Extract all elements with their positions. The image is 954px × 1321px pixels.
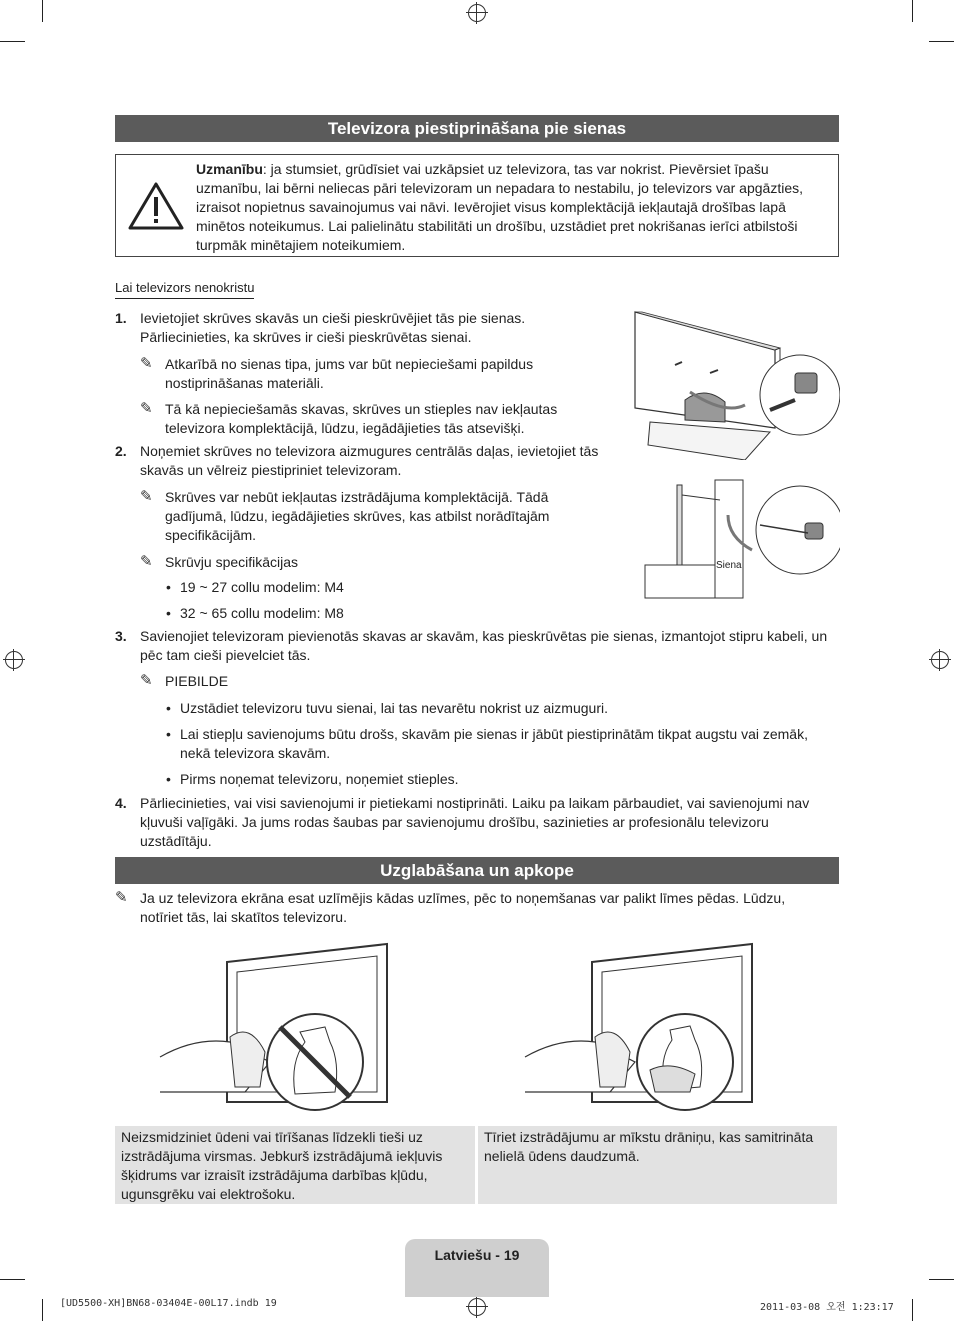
step-number: 4. (115, 795, 127, 811)
registration-mark-icon (5, 651, 23, 669)
pencil-icon: ✎ (140, 400, 153, 417)
bullet-text: 19 ~ 27 collu modelim: M4 (180, 579, 344, 595)
pencil-icon: ✎ (140, 672, 153, 689)
page-label: Latviešu - 19 (434, 1247, 520, 1263)
bullet-marker: • (166, 700, 171, 716)
crop-mark (929, 41, 954, 42)
warning-body: : ja stumsiet, grūdīsiet vai uzkāpsiet uz televizora, tas var nokrist. Pievērsiet īpašu uzmanību, lai bērni neliecas pāri televizoram un nepadara to nestabilu, jo televizors var apgāzties, izraisot nopietnus savainojumus vai nāvi. Ievērojiet visus komplektācijā iekļautajā drošības lapā minētos noteikumus. Lai palielinātu stabilitāti un drošību, uzstādiet pret nokrišanas ierīci atbilstoši turpmāk minētajiem noteikumiem. (196, 161, 804, 253)
section-heading-wall-mount: Televizora piestiprināšana pie sienas (115, 115, 839, 142)
crop-mark (42, 0, 43, 22)
crop-mark (929, 1279, 954, 1280)
step-text: Ievietojiet skrūves skavās un cieši pieskrūvējiet tās pie sienas. Pārliecinieties, ka skrūves ir cieši pieskrūvētas sienai. (140, 310, 526, 345)
pencil-icon: ✎ (140, 355, 153, 372)
note-text: Tā kā nepieciešamās skavas, skrūves un stieples nav iekļautas televizora komplektācijā, lūdzu, iegādājieties tās atsevišķi. (165, 401, 558, 436)
tv-bracket-illustration (630, 310, 840, 460)
crop-mark (0, 41, 25, 42)
pencil-icon: ✎ (140, 488, 153, 505)
bullet-text: Lai stiepļu savienojums būtu drošs, skavām pie sienas ir jābūt piestiprinātām tikpat augstu vai zemāk, nekā televizora skavām. (180, 726, 808, 761)
caption-wipe-cloth: Tīriet izstrādājumu ar mīkstu drāniņu, kas samitrināta nelielā ūdens daudzumā. (478, 1126, 837, 1204)
step-number: 3. (115, 628, 127, 644)
file-info: [UD5500-XH]BN68-03404E-00L17.indb 19 (60, 1298, 277, 1309)
bullet-marker: • (166, 771, 171, 787)
care-note: Ja uz televizora ekrāna esat uzlīmējis kādas uzlīmes, pēc to noņemšanas var palikt līmes pēdas. Lūdzu, notīriet tās, lai skatītos televizoru. (140, 890, 786, 925)
registration-mark-icon (931, 651, 949, 669)
registration-mark-icon (468, 1298, 486, 1316)
bullet-text: 32 ~ 65 collu modelim: M8 (180, 605, 344, 621)
pencil-icon: ✎ (115, 889, 128, 906)
bullet-marker: • (166, 726, 171, 742)
warning-triangle-icon (128, 181, 184, 231)
print-date: 2011-03-08 오전 1:23:17 (760, 1302, 894, 1313)
subheading-prevent-fall: Lai televizors nenokristu (115, 278, 254, 299)
wall-label: Siena (716, 560, 742, 571)
warning-text (196, 160, 826, 255)
note-label: PIEBILDE (165, 673, 229, 689)
step-text: Pārliecinieties, vai visi savienojumi ir pietiekami nostiprināti. Laiku pa laikam pārbaudiet, vai savienojumi nav kļuvuši vaļīgāki. Ja jums rodas šaubas par savienojumu drošību, sazinieties ar profesionālu televizoru uzstādītāju. (140, 795, 810, 849)
wall-side-illustration (640, 475, 840, 600)
warning-label: Uzmanību (196, 161, 263, 177)
note-text: Atkarībā no sienas tipa, jums var būt nepieciešami papildus nostiprināšanas materiāli. (165, 356, 534, 391)
bullet-marker: • (166, 605, 171, 621)
registration-mark-icon (468, 4, 486, 22)
pencil-icon: ✎ (140, 553, 153, 570)
step-number: 2. (115, 443, 127, 459)
step-text: Savienojiet televizoram pievienotās skavas ar skavām, kas pieskrūvētas pie sienas, izmantojot stipru kabeli, un pēc tam cieši pievelciet tās. (140, 628, 828, 663)
bullet-text: Pirms noņemat televizoru, noņemiet stieples. (180, 771, 459, 787)
warning-box (115, 154, 839, 257)
section-heading-care: Uzglabāšana un apkope (115, 857, 839, 884)
step-text: Noņemiet skrūves no televizora aizmugures centrālās daļas, ievietojiet tās skavās un vēlreiz piestipriniet televizoram. (140, 443, 599, 478)
bullet-marker: • (166, 579, 171, 595)
crop-mark (42, 1299, 43, 1321)
crop-mark (912, 0, 913, 22)
bullet-text: Uzstādiet televizoru tuvu sienai, lai tas nevarētu nokrist uz aizmuguri. (180, 700, 608, 716)
crop-mark (0, 1279, 25, 1280)
page-number-label (405, 1239, 549, 1297)
note-text: Skrūves var nebūt iekļautas izstrādājuma komplektācijā. Tādā gadījumā, lūdzu, iegādājieties skrūves, kas atbilst norādītajām specifikācijām. (165, 489, 550, 543)
caption-do-not-spray: Neizsmidziniet ūdeni vai tīrīšanas līdzekli tieši uz izstrādājuma virsmas. Jebkurš izstrādājumā iekļuvis šķidrums var izraisīt izstrādājuma darbības kļūdu, ugunsgrēku vai elektrošoku. (115, 1126, 475, 1204)
do-not-spray-illustration (155, 942, 395, 1120)
note-text: Skrūvju specifikācijas (165, 554, 299, 570)
crop-mark (912, 1299, 913, 1321)
step-number: 1. (115, 310, 127, 326)
wipe-with-cloth-illustration (520, 942, 760, 1120)
